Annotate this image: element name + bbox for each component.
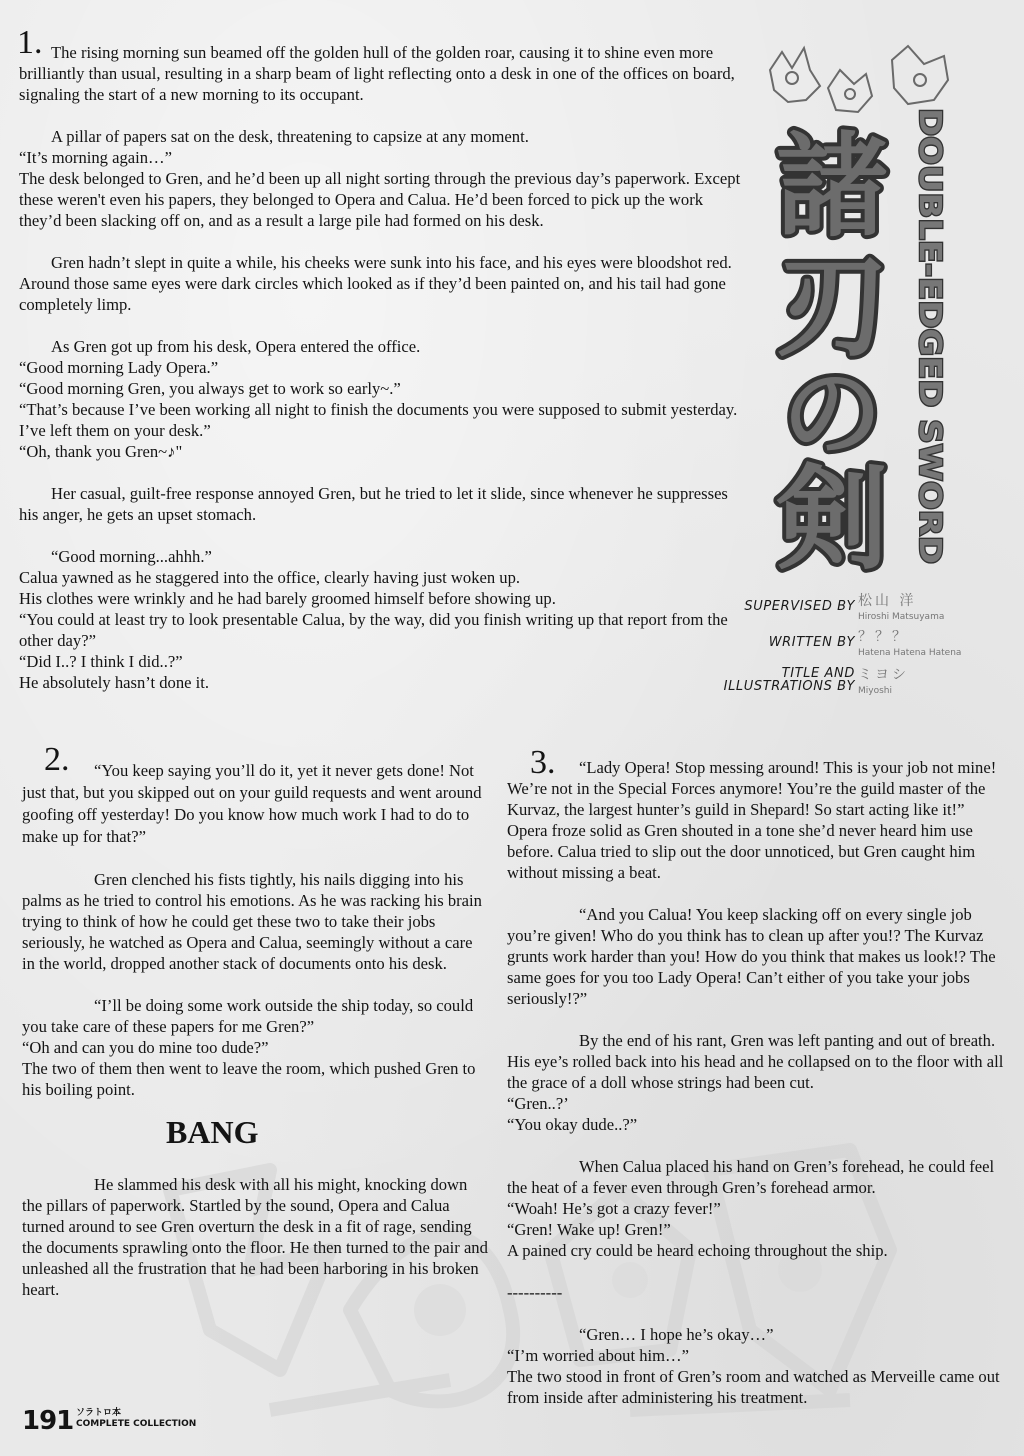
paragraph: When Calua placed his hand on Gren’s forehead, he could feel the heat of a fever even through Gren’s forehead armor. (507, 1157, 995, 1197)
credit-name-romaji: Miyoshi (858, 686, 892, 696)
logo-kanji-4: 剣 (776, 455, 888, 575)
credit-name-jp: 松山 洋 (858, 593, 917, 609)
logo-kanji-1: 諸 (776, 122, 888, 252)
paragraph: The desk belonged to Gren, and he’d been up all night sorting through the previous day’s paperwork. Except these weren't even his papers, they belonged to Opera and Calua. He’d been forced to pick up the work they’d been slacking off on, and as a result a large pile had formed on his desk. (19, 169, 741, 230)
credit-name-romaji: Hatena Hatena Hatena (858, 648, 962, 658)
credit-label: WRITTEN BY (768, 635, 855, 650)
section-1 (19, 42, 747, 693)
paragraph: “Gren! Wake up! Gren!” (507, 1220, 671, 1239)
logo-english: DOUBLE-EDGED SWORD (912, 108, 947, 512)
paragraph: As Gren got up from his desk, Opera entered the office. (51, 337, 421, 356)
credit-name-jp: ？？？ (858, 629, 909, 645)
section-number-3: 3. (530, 744, 556, 781)
paragraph: “Gren..?’ (507, 1094, 569, 1113)
title-logo (762, 30, 962, 575)
paragraph: The two stood in front of Gren’s room and watched as Merveille came out from inside after administering his treatment. (507, 1367, 1000, 1407)
logo-kanji-2: 刃 (776, 242, 888, 372)
paragraph: “Did I..? I think I did..?” (19, 652, 183, 671)
paragraph: Gren clenched his fists tightly, his nails digging into his palms as he tried to control his emotions. As he was racking his brain trying to think of how he could get these two to take their jobs seriously, he watched as Opera and Calua, seemingly without a care in the world, dropped another stack of documents onto his desk. (22, 870, 482, 973)
paragraph: Calua yawned as he staggered into the office, clearly having just woken up. (19, 568, 521, 587)
page-number: 191 (22, 1406, 74, 1436)
paragraph: “I’m worried about him…” (507, 1346, 690, 1365)
paragraph: He absolutely hasn’t done it. (19, 673, 210, 692)
logo-graphic (762, 30, 962, 575)
paragraph: A pillar of papers sat on the desk, threatening to capsize at any moment. (51, 127, 529, 146)
section-number-1: 1. (17, 24, 43, 61)
section-3 (507, 757, 1012, 1408)
paragraph: “You could at least try to look presentable Calua, by the way, did you finish writing up that report from the other day?” (19, 610, 728, 650)
paragraph: “Oh, thank you Gren~♪" (19, 442, 183, 461)
credit-name-romaji: Hiroshi Matsuyama (858, 612, 945, 622)
paragraph: Opera froze solid as Gren shouted in a tone she’d never heard him use before. Calua tried to slip out the door unnoticed, but Gren caught him without missing a beat. (507, 821, 976, 882)
paragraph: “Woah! He’s got a crazy fever!” (507, 1199, 721, 1218)
paragraph: “I’ll be doing some work outside the ship today, so could you take care of these papers for me Gren?” (22, 996, 474, 1036)
separator: ---------- (507, 1283, 563, 1302)
credit-label: SUPERVISED BY (744, 599, 855, 614)
paragraph: “Oh and can you do mine too dude?” (22, 1038, 269, 1057)
footer-jp: ソラトロ本 (76, 1408, 122, 1418)
paragraph: By the end of his rant, Gren was left panting and out of breath. His eye’s rolled back into his head and he collapsed on to the floor with all the grace of a doll whose strings had been cut. (507, 1031, 1004, 1092)
logo-kanji-3: の (782, 355, 882, 472)
paragraph: “Lady Opera! Stop messing around! This is your job not mine! We’re not in the Special Forces anymore! You’re the guild master of the Kurvaz, the largest hunter’s guild in Shepard! So start acting like it!” (507, 758, 997, 819)
paragraph: “That’s because I’ve been working all night to finish the documents you were supposed to submit yesterday. I’ve left them on your desk.” (19, 400, 738, 440)
paragraph: “Gren… I hope he’s okay…” (579, 1325, 774, 1344)
section-2 (22, 760, 488, 1300)
bang-heading: BANG (166, 1114, 259, 1150)
paragraph: Her casual, guilt-free response annoyed Gren, but he tried to let it slide, since whenever he suppresses his anger, he gets an upset stomach. (19, 484, 728, 524)
paragraph: “Good morning...ahhh.” (51, 547, 212, 566)
footer-book-title (76, 1408, 196, 1430)
paragraph: He slammed his desk with all his might, knocking down the pillars of paperwork. Startled by the sound, Opera and Calua turned around to see Gren overturn the desk in a fit of rage, sending the documents sprawling onto the floor. He then turned to the pair and unleashed all the frustration that he had been harboring in his broken heart. (22, 1175, 488, 1299)
paragraph: His clothes were wrinkly and he had barely groomed himself before showing up. (19, 589, 556, 608)
paragraph: “You keep saying you’ll do it, yet it never gets done! Not just that, but you skipped out on your guild requests and went around goofing off yesterday! Do you know how much work I had to do to make up for that?” (22, 761, 482, 846)
paragraph: A pained cry could be heard echoing throughout the ship. (507, 1241, 888, 1260)
paragraph: “And you Calua! You keep slacking off on every single job you’re given! Who do you think has to clean up after you!? The Kurvaz grunts work harder than you! How do you think that makes us look!? The same goes for you too Lady Opera! Can’t either of you take your jobs seriously!?” (507, 905, 996, 1008)
paragraph: The two of them then went to leave the room, which pushed Gren to his boiling point. (22, 1059, 476, 1099)
credit-name-jp: ミヨシ (858, 667, 909, 683)
credit-label: TITLE AND ILLUSTRATIONS BY (723, 666, 855, 694)
paragraph: “Good morning Lady Opera.” (19, 358, 219, 377)
footer-collection: COMPLETE COLLECTION (76, 1419, 197, 1429)
paragraph: Gren hadn’t slept in quite a while, his cheeks were sunk into his face, and his eyes were bloodshot red. Around those same eyes were dark circles which looked as if they’d been painted on, and his tail had gone completely limp. (19, 253, 732, 314)
paragraph: “Good morning Gren, you always get to work so early~.” (19, 379, 401, 398)
paragraph: “You okay dude..?” (507, 1115, 638, 1134)
paragraph: “It’s morning again…” (19, 148, 172, 167)
paragraph: The rising morning sun beamed off the golden hull of the golden roar, causing it to shine even more brilliantly than usual, resulting in a sharp beam of light reflecting onto a desk in one of the offices on board, signaling the start of a new morning to its occupant. (19, 43, 735, 104)
section-number-2: 2. (44, 741, 70, 778)
